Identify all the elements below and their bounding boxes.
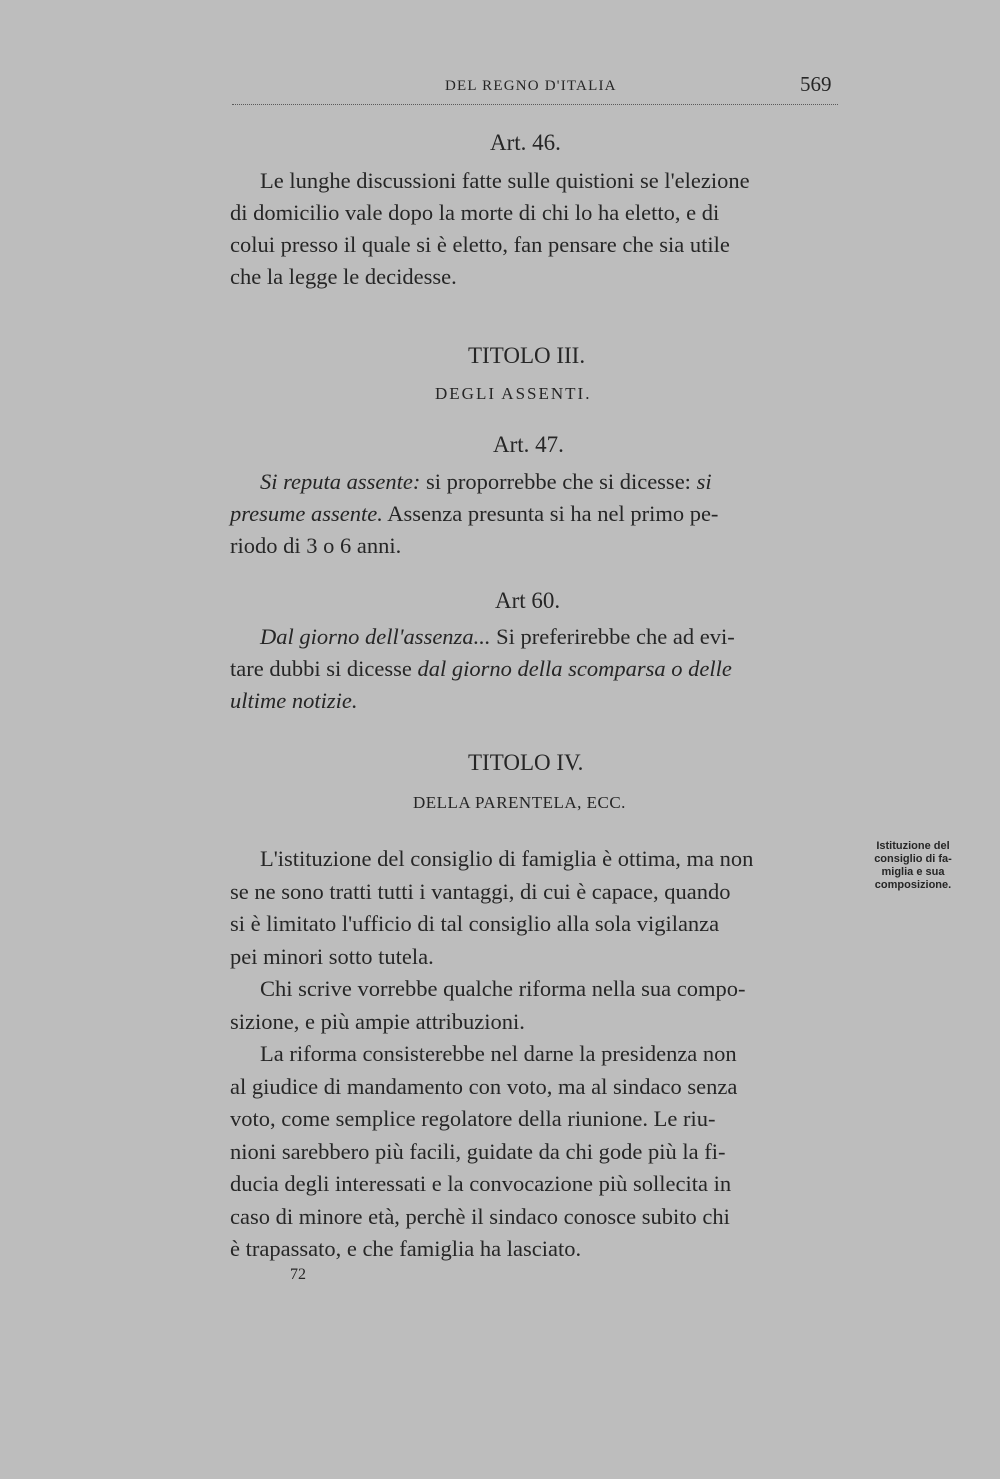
titolo-3-subheading: DEGLI ASSENTI. bbox=[435, 384, 592, 403]
art-46-paragraph bbox=[230, 165, 840, 293]
italic-phrase: Dal giorno dell'assenza... bbox=[260, 624, 491, 649]
italic-phrase: Si reputa assente: bbox=[260, 469, 421, 494]
paragraph-line: La riforma consisterebbe nel darne la presidenza non bbox=[260, 1041, 737, 1066]
art-47-heading: Art. 47. bbox=[493, 432, 564, 457]
header-rule bbox=[232, 104, 838, 105]
running-title: DEL REGNO D'ITALIA bbox=[445, 78, 617, 94]
art-46-heading: Art. 46. bbox=[490, 130, 561, 155]
paragraph-line: colui presso il quale si è eletto, fan pensare che sia utile bbox=[230, 232, 730, 257]
paragraph-line: Le lunghe discussioni fatte sulle quistioni se l'elezione bbox=[260, 168, 750, 193]
paragraph-line: pei minori sotto tutela. bbox=[230, 943, 434, 969]
phrase: si proporrebbe che si dicesse: bbox=[420, 469, 697, 494]
paragraph-line bbox=[230, 685, 840, 717]
page-number: 569 bbox=[800, 72, 832, 96]
phrase: Assenza presunta si ha nel primo pe- bbox=[382, 501, 719, 526]
italic-phrase: si bbox=[696, 469, 712, 494]
paragraph-line: L'istituzione del consiglio di famiglia è ottima, ma non bbox=[260, 846, 754, 871]
phrase: tare dubbi si dicesse bbox=[230, 656, 418, 681]
paragraph-line: che la legge le decidesse. bbox=[230, 264, 457, 289]
paragraph-line: di domicilio vale dopo la morte di chi lo ha eletto, e di bbox=[230, 200, 720, 225]
marginal-note-line: consiglio di fa- bbox=[874, 853, 952, 865]
marginal-note bbox=[858, 840, 968, 892]
titolo-4-heading: TITOLO IV. bbox=[468, 750, 584, 775]
italic-phrase: dal giorno della scomparsa o delle bbox=[417, 656, 732, 681]
art-60-heading: Art 60. bbox=[495, 588, 561, 613]
paragraph-line: al giudice di mandamento con voto, ma al sindaco senza bbox=[230, 1073, 738, 1099]
italic-phrase: presume assente. bbox=[230, 501, 383, 526]
paragraph-line: riodo di 3 o 6 anni. bbox=[230, 533, 402, 558]
paragraph-line: è trapassato, e che famiglia ha lasciato. bbox=[230, 1236, 582, 1261]
parentela-paragraphs bbox=[230, 843, 840, 1266]
paragraph-line: ducia degli interessati e la convocazione più sollecita in bbox=[230, 1171, 732, 1196]
titolo-3-heading: TITOLO III. bbox=[468, 343, 586, 368]
paragraph-line: si è limitato l'ufficio di tal consiglio alla sola vigilanza bbox=[230, 911, 720, 936]
paragraph-line: sizione, e più ampie attribuzioni. bbox=[230, 1008, 525, 1034]
titolo-4-subheading: DELLA PARENTELA, ECC. bbox=[413, 793, 626, 812]
paragraph-line: caso di minore età, perchè il sindaco conosce subito chi bbox=[230, 1203, 730, 1229]
marginal-note-line: composizione. bbox=[874, 879, 952, 891]
art-60-paragraph bbox=[230, 621, 840, 717]
marginal-note-line: Istituzione del bbox=[876, 840, 950, 852]
paragraph-line: voto, come semplice regolatore della riunione. Le riu- bbox=[230, 1106, 716, 1131]
paragraph-line: Chi scrive vorrebbe qualche riforma nella sua compo- bbox=[260, 976, 746, 1001]
marginal-note-line: miglia e sua bbox=[881, 866, 945, 878]
paragraph-line: se ne sono tratti tutti i vantaggi, di cui è capace, quando bbox=[230, 878, 731, 904]
paragraph-line bbox=[230, 653, 840, 685]
phrase: Si preferirebbe che ad evi- bbox=[490, 624, 735, 649]
signature-mark: 72 bbox=[290, 1266, 306, 1283]
paragraph-line bbox=[230, 621, 840, 653]
paragraph-line: nioni sarebbero più facili, guidate da chi gode più la fi- bbox=[230, 1138, 726, 1164]
paragraph-line bbox=[230, 498, 840, 530]
italic-phrase: ultime notizie. bbox=[230, 688, 358, 713]
art-47-paragraph bbox=[230, 466, 840, 562]
paragraph-line bbox=[230, 466, 840, 498]
